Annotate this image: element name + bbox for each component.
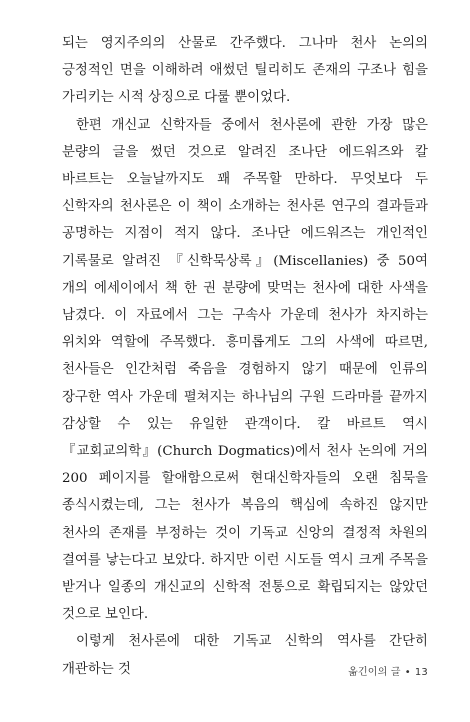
page-body: [62, 30, 428, 683]
page-footer: [348, 663, 428, 678]
page-number: 13: [414, 667, 428, 678]
paragraph-2: 한편 개신교 신학자들 중에서 천사론에 관한 가장 많은 분량의 글을 썼던 것으로 알려진 조나단 에드워즈와 칼 바르트는 오늘날까지도 꽤 주목할 만하다. 무엇보다 두 신학자의 천사론은 이 책이 소개하는 천사론 연구의 결과들과 공명하는 지점이 적지 않다. 조나단 에드워즈는 개인적인 기록물로 알려진 『신학묵상록』(Miscellanies) 중 50여 개의 에세이에서 책 한 권 분량에 맞먹는 천사에 대한 사색을 남겼다. 이 자료에서 그는 구속사 가운데 천사가 차지하는 위치와 역할에 주목했다. 흥미롭게도 그의 사색에 따르면, 천사들은 인간처럼 죽음을 경험하지 않기 때문에 인류의 장구한 역사 가운데 펼쳐지는 하나님의 구원 드라마를 끝까지 감상할 수 있는 유일한 관객이다. 칼 바르트 역시 『교회교의학』(Church Dogmatics)에서 천사 논의에 거의 200 페이지를 할애함으로써 현대신학자들의 오랜 침묵을 종식시켰는데, 그는 천사가 복음의 핵심에 속하진 않지만 천사의 존재를 부정하는 것이 기독교 신앙의 결정적 차원의 결여를 낳는다고 보았다. 하지만 이런 시도들 역시 크게 주목을 받거나 일종의 개신교의 신학적 전통으로 확립되지는 않았던 것으로 보인다.: [62, 117, 428, 623]
footer-separator: •: [404, 667, 411, 678]
paragraph-1: 되는 영지주의의 산물로 간주했다. 그나마 천사 논의의 긍정적인 면을 이해하려 애썼던 틸리히도 존재의 구조나 힘을 가리키는 시적 상징으로 다룰 뿐이었다.: [62, 36, 428, 106]
footer-section-title: 옮긴이의 글: [348, 667, 401, 678]
paragraph-3: 이렇게 천사론에 대한 기독교 신학의 역사를 간단히 개관하는 것: [62, 634, 428, 677]
